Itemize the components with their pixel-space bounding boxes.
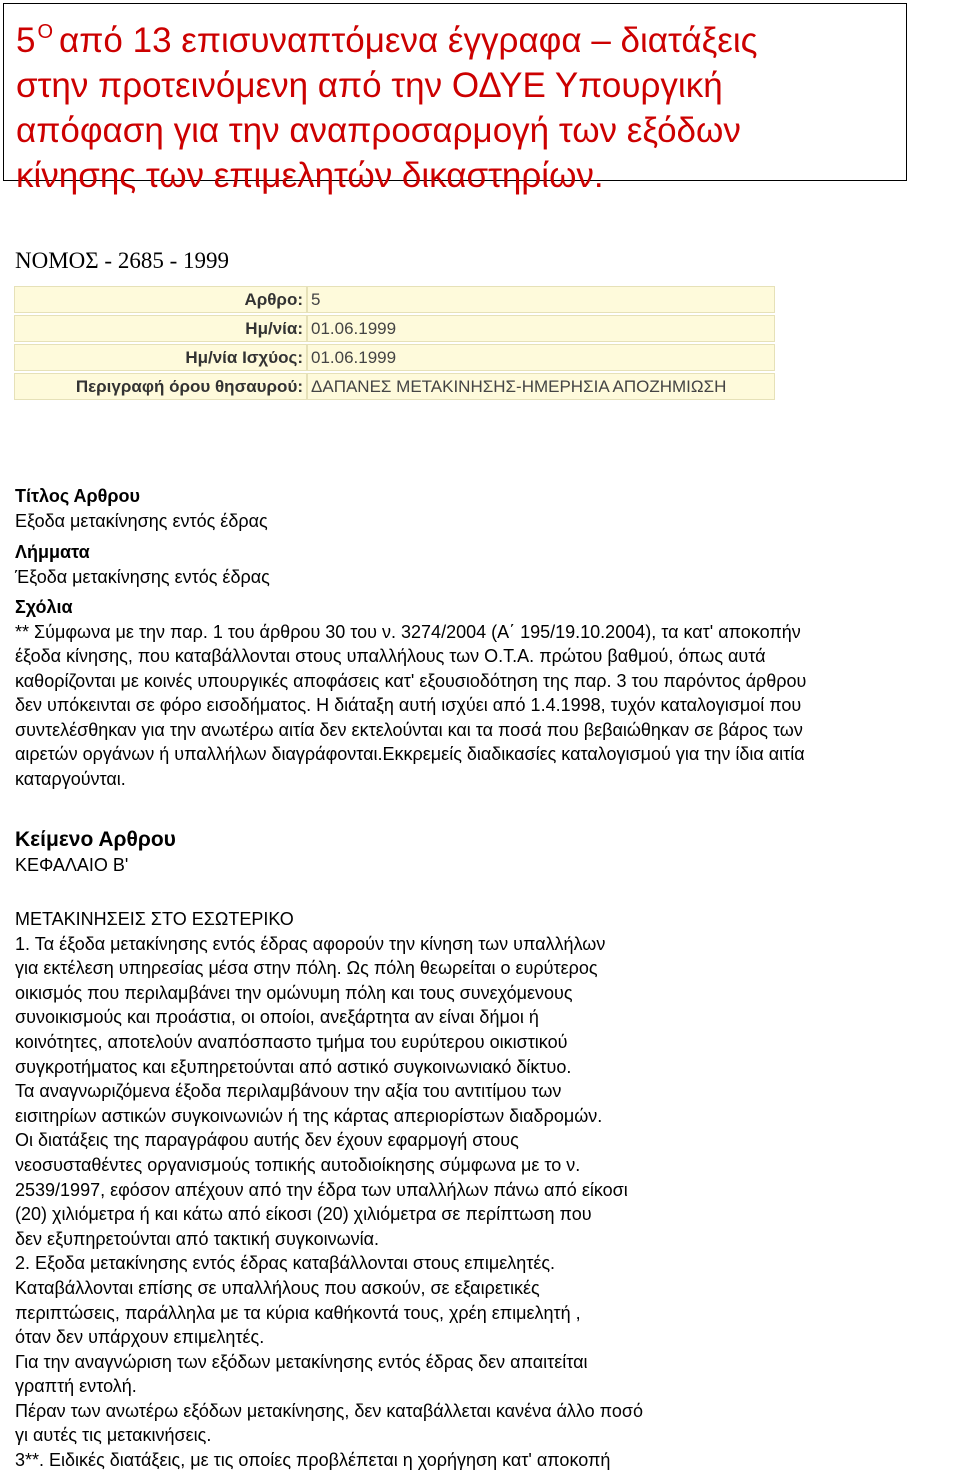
lemmas-section — [15, 540, 270, 589]
comments-section — [15, 595, 950, 791]
comments-line: καταργούνται. — [15, 768, 126, 789]
article-body — [15, 907, 945, 1473]
body-line: όταν δεν υπάρχουν επιμελητές. — [15, 1327, 265, 1348]
metadata-value: 01.06.1999 — [307, 344, 775, 371]
metadata-label: Περιγραφή όρου θησαυρού: — [14, 373, 307, 400]
body-line: κοινότητες, αποτελούν αναπόσπαστο τμήμα του ευρύτερου οικιστικού — [15, 1031, 568, 1052]
article-text-heading: Κείμενο Αρθρου — [15, 828, 176, 851]
title-superscript: Ο — [37, 21, 54, 43]
metadata-value: 01.06.1999 — [307, 315, 775, 342]
law-header: ΝΟΜΟΣ - 2685 - 1999 — [15, 248, 229, 273]
body-line: δεν εξυπηρετούνται από τακτική συγκοινωνία. — [15, 1228, 380, 1249]
body-line: 2. Εξοδα μετακίνησης εντός έδρας καταβάλλονται στους επιμελητές. — [15, 1253, 556, 1274]
metadata-row-effective-date — [14, 344, 775, 371]
body-line: Τα αναγνωριζόμενα έξοδα περιλαμβάνουν την αξία του αντιτίμου των — [15, 1081, 562, 1102]
document-title — [16, 10, 906, 198]
metadata-label: Ημ/νία: — [14, 315, 307, 342]
body-line: 2539/1997, εφόσον απέχουν από την έδρα των υπαλλήλων πάνω από είκοσι — [15, 1179, 628, 1200]
metadata-value: 5 — [307, 286, 775, 313]
metadata-label: Αρθρο: — [14, 286, 307, 313]
lemmas-heading: Λήμματα — [15, 542, 90, 562]
body-line: για εκτέλεση υπηρεσίας μέσα στην πόλη. Ως πόλη θεωρείται ο ευρύτερος — [15, 958, 598, 979]
body-line: γραπτή εντολή. — [15, 1376, 137, 1397]
title-line: κίνησης των επιμελητών δικαστηρίων. — [16, 156, 604, 195]
chapter-label: ΚΕΦΑΛΑΙΟ Β' — [15, 854, 129, 875]
comments-line: καθορίζονται με κοινές υπουργικές αποφάσεις κατ' εξουσιοδότηση της παρ. 3 του παρόντος άρθρου — [15, 670, 807, 691]
article-title-heading: Τίτλος Αρθρου — [15, 486, 140, 506]
metadata-row-article — [14, 286, 775, 313]
body-line: Πέραν των ανωτέρω εξόδων μετακίνησης, δεν καταβάλλεται κανένα άλλο ποσό — [15, 1400, 643, 1421]
body-line: Οι διατάξεις της παραγράφου αυτής δεν έχουν εφαρμογή στους — [15, 1130, 519, 1151]
article-title-section — [15, 484, 268, 533]
article-title-text: Εξοδα μετακίνησης εντός έδρας — [15, 510, 268, 531]
comments-heading: Σχόλια — [15, 597, 73, 617]
body-line: Για την αναγνώριση των εξόδων μετακίνησης εντός έδρας δεν απαιτείται — [15, 1351, 588, 1372]
title-line: από 13 επισυναπτόμενα έγγραφα – διατάξεις — [59, 21, 758, 60]
title-number: 5 — [16, 21, 36, 60]
title-line: στην προτεινόμενη από την ΟΔΥΕ Υπουργική — [16, 66, 723, 105]
comments-line: δεν υπόκεινται σε φόρο εισοδήματος. Η διάταξη αυτή ισχύει από 1.4.1998, τυχόν καταλογισμοί που — [15, 695, 802, 715]
body-line: 1. Τα έξοδα μετακίνησης εντός έδρας αφορούν την κίνηση των υπαλλήλων — [15, 933, 606, 954]
body-line: εισιτηρίων αστικών συγκοινωνιών ή της κάρτας απεριορίστων διαδρομών. — [15, 1105, 603, 1126]
metadata-row-date — [14, 315, 775, 342]
metadata-row-thesaurus — [14, 373, 775, 400]
lemmas-text: Έξοδα μετακίνησης εντός έδρας — [15, 566, 270, 587]
body-line: 3**. Ειδικές διατάξεις, με τις οποίες προβλέπεται η χορήγηση κατ' αποκοπή — [15, 1450, 611, 1471]
comments-line: έξοδα κίνησης, που καταβάλλονται στους υπαλλήλους των Ο.Τ.Α. πρώτου βαθμού, όπως αυτά — [15, 646, 766, 666]
body-line: νεοσυσταθέντες οργανισμούς τοπικής αυτοδιοίκησης σύμφωνα με το ν. — [15, 1154, 581, 1175]
body-line: οικισμός που περιλαμβάνει την ομώνυμη πόλη και τους συνεχόμενους — [15, 982, 573, 1003]
body-line: γι αυτές τις μετακινήσεις. — [15, 1425, 212, 1446]
metadata-table — [14, 284, 775, 402]
comments-line: ** Σύμφωνα με την παρ. 1 του άρθρου 30 του ν. 3274/2004 (Α΄ 195/19.10.2004), τα κατ' αποκοπήν — [15, 621, 801, 642]
body-line: περιπτώσεις, παράλληλα με τα κύρια καθήκοντά τους, χρέη επιμελητή , — [15, 1302, 581, 1323]
article-text-header — [15, 828, 176, 877]
title-line: απόφαση για την αναπροσαρμογή των εξόδων — [16, 111, 741, 150]
comments-line: αιρετών οργάνων ή υπαλλήλων διαγράφονται.Εκκρεμείς διαδικασίες καταλογισμού για την ίδια αιτία — [15, 744, 805, 764]
comments-line: συντελέσθηκαν για την ανωτέρω αιτία δεν εκτελούνται και τα ποσά που βεβαιώθηκαν σε βάρος των — [15, 719, 803, 740]
metadata-value: ΔΑΠΑΝΕΣ ΜΕΤΑΚΙΝΗΣΗΣ-ΗΜΕΡΗΣΙΑ ΑΠΟΖΗΜΙΩΣΗ — [307, 373, 775, 400]
body-line: (20) χιλιόμετρα ή και κάτω από είκοσι (20) χιλιόμετρα σε περίπτωση που — [15, 1204, 592, 1225]
body-line: ΜΕΤΑΚΙΝΗΣΕΙΣ ΣΤΟ ΕΣΩΤΕΡΙΚΟ — [15, 909, 294, 929]
metadata-label: Ημ/νία Ισχύος: — [14, 344, 307, 371]
body-line: συνοικισμούς και προάστια, οι οποίοι, ανεξάρτητα αν είναι δήμοι ή — [15, 1007, 539, 1028]
body-line: Καταβάλλονται επίσης σε υπαλλήλους που ασκούν, σε εξαιρετικές — [15, 1277, 540, 1298]
body-line: συγκροτήματος και εξυπηρετούνται από αστικό συγκοινωνιακό δίκτυο. — [15, 1056, 572, 1077]
document-title-box — [3, 3, 907, 195]
